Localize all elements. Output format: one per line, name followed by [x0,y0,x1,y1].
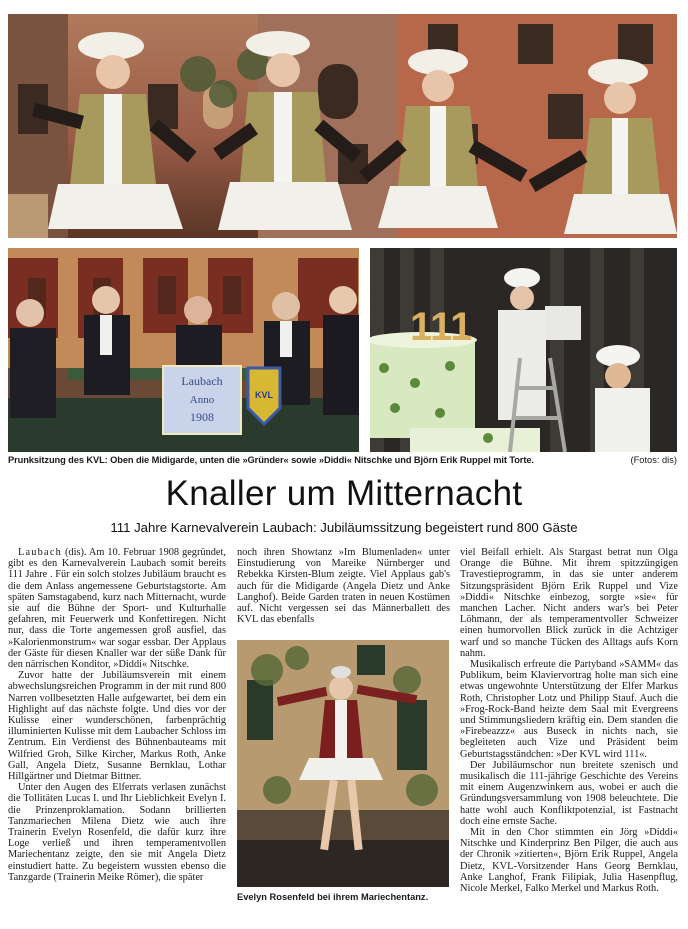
kvl-badge-text: KVL [255,390,273,400]
photo-caption: Prunksitzung des KVL: Oben die Midigarde, unten die »Gründer« sowie »Diddi« Nitschke und Björn Erik Ruppel mit Torte. [8,455,534,465]
paragraph: Mit in den Chor stimmten ein Jörg »Diddi« Nitschke und Kinderprinz Ben Pilger, die auch aus der Chronik »zitierten«, Björn Erik Ruppel, Angela Dietz, KVL-Vorsitzender Hans Georg Bernklau, Anke Langhof, Frank Filipiak, Julia Hasenpflug, Nicole Merkel, Falko Merkel und Markus Roth. [460,827,678,895]
paragraph: viel Beifall erhielt. Als Stargast betrat nun Olga Orange die Bühne. Mit ihrem spitzzüngigen Travestieprogramm, in das sie unter anderem Sitzungspräsident Björn Erik Ruppel und Vize »Diddi« Nitschke einbezog, sorgte »sie« für manchen Lacher. Nicht anders war's bei Peter Löhmann, der als temperamentvoller Schweizer einen humorvollen Blick zurück in die Achtziger warf und so manche Tücken des Alltags aufs Korn nahm. [460,547,678,659]
midigarde-photo [8,14,677,238]
article-column-3 [460,547,678,894]
sign-year-text: 1908 [190,410,214,424]
paragraph-text: (dis). Am 10. Februar 1908 gegründet, gibt es den Karnevalverein Laubach somit bereits 111 Jahre . Für ein solch stolzes Jubiläum braucht es die dem Anlass angemessene Geburtstagstorte. Am späten Samstagabend, kurz nach Mitternacht, wurde sie auf die Bühne der Sport- und Kulturhalle gefahren, mit Feuerwerk und Konfettiregen. Nicht nur, dass die Torte angemessen groß ausfiel, das »Kalorienmonstrum« war sogar essbar. Der Applaus der Gäste für diesen Knaller war der süße Dank für den närrischen Konditor, »Diddi« Nitschke. [8,547,226,671]
dancer-photo-caption: Evelyn Rosenfeld bei ihrem Mariechentanz. [237,892,429,902]
photo-caption-row [8,454,677,468]
dateline: Laubach [18,547,63,558]
paragraph [8,547,226,670]
paragraph: Zuvor hatte der Jubiläumsverein mit einem abwechslungsreichen Programm in der mit rund 800 Narren vollbesetzten Halle aufgewartet, bei dem ein Highlight auf das nächste folgte. Und dies vor der Kulisse einer wunderschönen, farbenprächtig illuminierten Kulisse mit dem Laubacher Schloss im Zentrum. Ein Verdienst des Bühnenbauteams mit Wilfried Groh, Silke Kircher, Markus Roth, Anke Gall, Angela Dietz, Susanne Bernklau, Lothar Hillgärtner und Dietmar Bittner. [8,670,226,783]
mariechentanz-photo [237,640,449,887]
cake-photo [370,248,677,452]
photo-credit: (Fotos: dis) [630,455,677,465]
subheadline: 111 Jahre Karnevalverein Laubach: Jubiläumssitzung begeistert rund 800 Gäste [110,520,578,535]
cake-number-text: 111 [410,305,473,349]
paragraph: noch ihren Showtanz »Im Blumenladen« unter Einstudierung von Mareike Nürnberger und Rebekka Kirsten-Blum zeigte. Viel Applaus gab's auch für die Midigarde (Angela Dietz und Anke Langhof). Beide Garden traten in neuen Kostümen auf. Nicht vergessen sei das Männerballett des KVL das ebenfalls [237,547,450,626]
article-column-2 [237,547,450,625]
paragraph: Unter den Augen des Elferrats verlasen zunächst die Tollitäten Lucas I. und Ihr Lieblichkeit Evelyn I. die Prinzenproklamation. Sodann brillierten Tanzmariechen Milena Dietz wie auch ihre Trainerin Evelyn Rosenfeld, die dafür kurz ihre Loge verließ und ihren temperamentvollen Mariechentanz zeigte, den sie mit Angela Dietz einstudiert hatte. Zu begeistern wussten ebenso die Tanzgarde (Trainerin Meike Römer), die später [8,782,226,883]
founders-photo [8,248,359,452]
sign-laubach-text: Laubach [181,374,223,388]
paragraph: Musikalisch erfreute die Partyband »SAMM« das Publikum, beim Klaviervortrag holte man sich eine etwas ungewohnte Unterstützung der Elfer Markus Roth, Christopher Lotz und Philipp Stauf. Auch die »Frog-Rock-Band heizte dem Saal mit Evergreens und Stimmungsliedern kräftig ein. Dem standen die »Firebeazzz« aus Buseck in nichts nach, sie begleiteten auch Vize und Präsident beim Geburtstagsständchen: »Der KVL wird 111«. [460,659,678,760]
paragraph: Der Jubiläumschor nun breitete szenisch und musikalisch die 111-jährige Geschichte des Vereins mit einem Augenzwinkern aus, wobei er auch die Gründungsversammlung von 1908 beleuchtete. Die hatte wohl auch Konfliktpotenzial, ist Fastnacht doch eine ernste Sache. [460,759,678,827]
sign-anno-text: Anno [189,394,215,406]
headline: Knaller um Mitternacht [165,474,523,513]
article-column-1 [8,547,226,883]
